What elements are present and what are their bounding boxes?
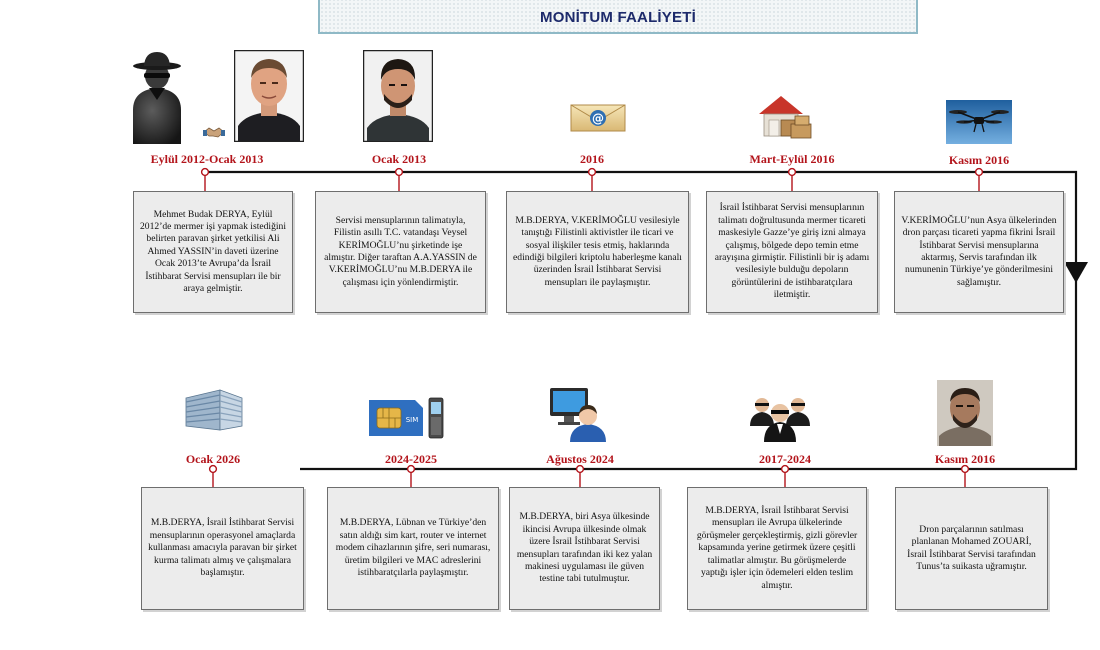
timeline-marker [589,169,596,176]
timeline-date: Mart-Eylül 2016 [749,152,835,166]
timeline-date: 2017-2024 [759,452,811,466]
event-box [506,191,689,313]
event-text: M.B.DERYA, V.KERİMOĞLU vesilesiyle tanıştığı Filistinli aktivistler ile ticari ve sosyal ilişkiler tesis etmiş, haklarında edindiği bilgileri kriptolu haberleşme kanalı üzerinden İsrail İstihbarat Servisi mensupları ile paylaşmıştır. [513,214,682,288]
sim-card-phone-icon [367,396,447,440]
office-building-icon [180,386,246,434]
drone-icon [946,100,1012,144]
event-box [141,487,304,610]
timeline-date: Kasım 2016 [948,153,1010,167]
spy-icon [129,52,185,144]
timeline-date: 2024-2025 [385,452,437,466]
event-box [706,191,878,313]
agents-group-icon [750,384,810,442]
timeline-date: Ocak 2013 [371,152,427,166]
event-box [133,191,293,313]
event-text: V.KERİMOĞLU’nun Asya ülkelerinden dron parçası ticareti yapma fikrini İsrail İstihbarat Servisi mensuplarına aktarmış, Servis tarafından ilk numunenin Türkiye’ye gönderilmesini sağlamıştır. [901,214,1057,288]
page-title: MONİTUM FAALİYETİ [540,8,696,26]
svg-text:SIM: SIM [405,416,419,424]
timeline-marker [202,169,209,176]
event-box [894,191,1064,313]
event-text: M.B.DERYA, İsrail İstihbarat Servisi mensupları ile Avrupa ülkelerinde görüşmeler gerçekleştirmiş, gizli görevler kapsamında yerine getirmek üzere çeşitli talimatlar almıştır. Bu görüşmelerde yaptığı işler için ödemeleri elden teslim almıştır. [696,505,858,591]
timeline-date: Ağustos 2024 [546,452,614,466]
portrait-photo-icon [363,50,433,142]
event-box [315,191,486,313]
event-box [327,487,499,610]
handshake-icon [203,124,225,140]
portrait-photo-icon [234,50,304,142]
event-box [895,487,1048,610]
event-text: İsrail İstihbarat Servisi mensuplarının talimatı doğrultusunda mermer ticareti maskesiyle Gazze’ye giriş izni almaya çalışmış, bölgede depo temin etme arayışına girmiştir. Filistinli bir iş adamı vesilesiyle bulduğu depoların görüntülerini de istihbaratçılara iletmiştir. [714,202,870,301]
event-text: Mehmet Budak DERYA, Eylül 2012’de mermer işi yapmak istediğini belirten paravan şirket yetkilisi Ali Ahmed YASSIN’in daveti üzerine Ocak 2013’te Avrupa’da İsrail İstihbarat Servisi mensupları ile bir araya gelmiştir. [140,208,287,295]
timeline-marker [396,169,403,176]
event-text: M.B.DERYA, İsrail İstihbarat Servisi mensuplarının operasyonel amaçlarda kullanması amacıyla paravan bir şirket kurma talimatı almış ve çalışmalara başlamıştır. [148,517,297,579]
svg-text:@: @ [592,111,604,126]
event-text: M.B.DERYA, Lübnan ve Türkiye’den satın aldığı sim kart, router ve internet modem cihazlarının şifre, seri numarası, üretim bilgileri ve MAC adreslerini istihbaratçılarla paylaşmıştır. [335,517,491,579]
timeline-date: Kasım 2016 [934,452,996,466]
computer-user-icon [548,386,610,442]
timeline-marker [976,169,983,176]
direction-arrow-icon [1064,262,1088,283]
timeline-date: 2016 [580,152,604,166]
event-box [509,487,660,610]
portrait-photo-icon [937,380,993,446]
event-box [687,487,867,610]
warehouse-icon [757,92,813,140]
email-icon [570,104,626,132]
event-text: M.B.DERYA, biri Asya ülkesinde ikincisi Avrupa ülkesinde olmak üzere İsrail İstihbarat Servisi mensupları tarafından iki kez yalan makinesi uygulaması ile güven testine tabi tutulmuştur. [516,511,653,585]
timeline-marker [789,169,796,176]
event-text: Servisi mensuplarının talimatıyla, Filistin asıllı T.C. vatandaşı Veysel KERİMOĞLU’nu şirketinde işe almıştır. Diğer taraftan A.A.YASSIN de V.KERİMOĞLU’nu M.B.DERYA ile çalışması için yönlendirmiştir. [324,214,477,288]
timeline-date: Ocak 2026 [185,452,241,466]
event-text: Dron parçalarının satılması planlanan Mohamed ZOUARİ, İsrail İstihbarat Servisi tarafından Tunus’ta suikasta uğramıştır. [907,523,1036,572]
timeline-date: Eylül 2012-Ocak 2013 [150,152,264,166]
